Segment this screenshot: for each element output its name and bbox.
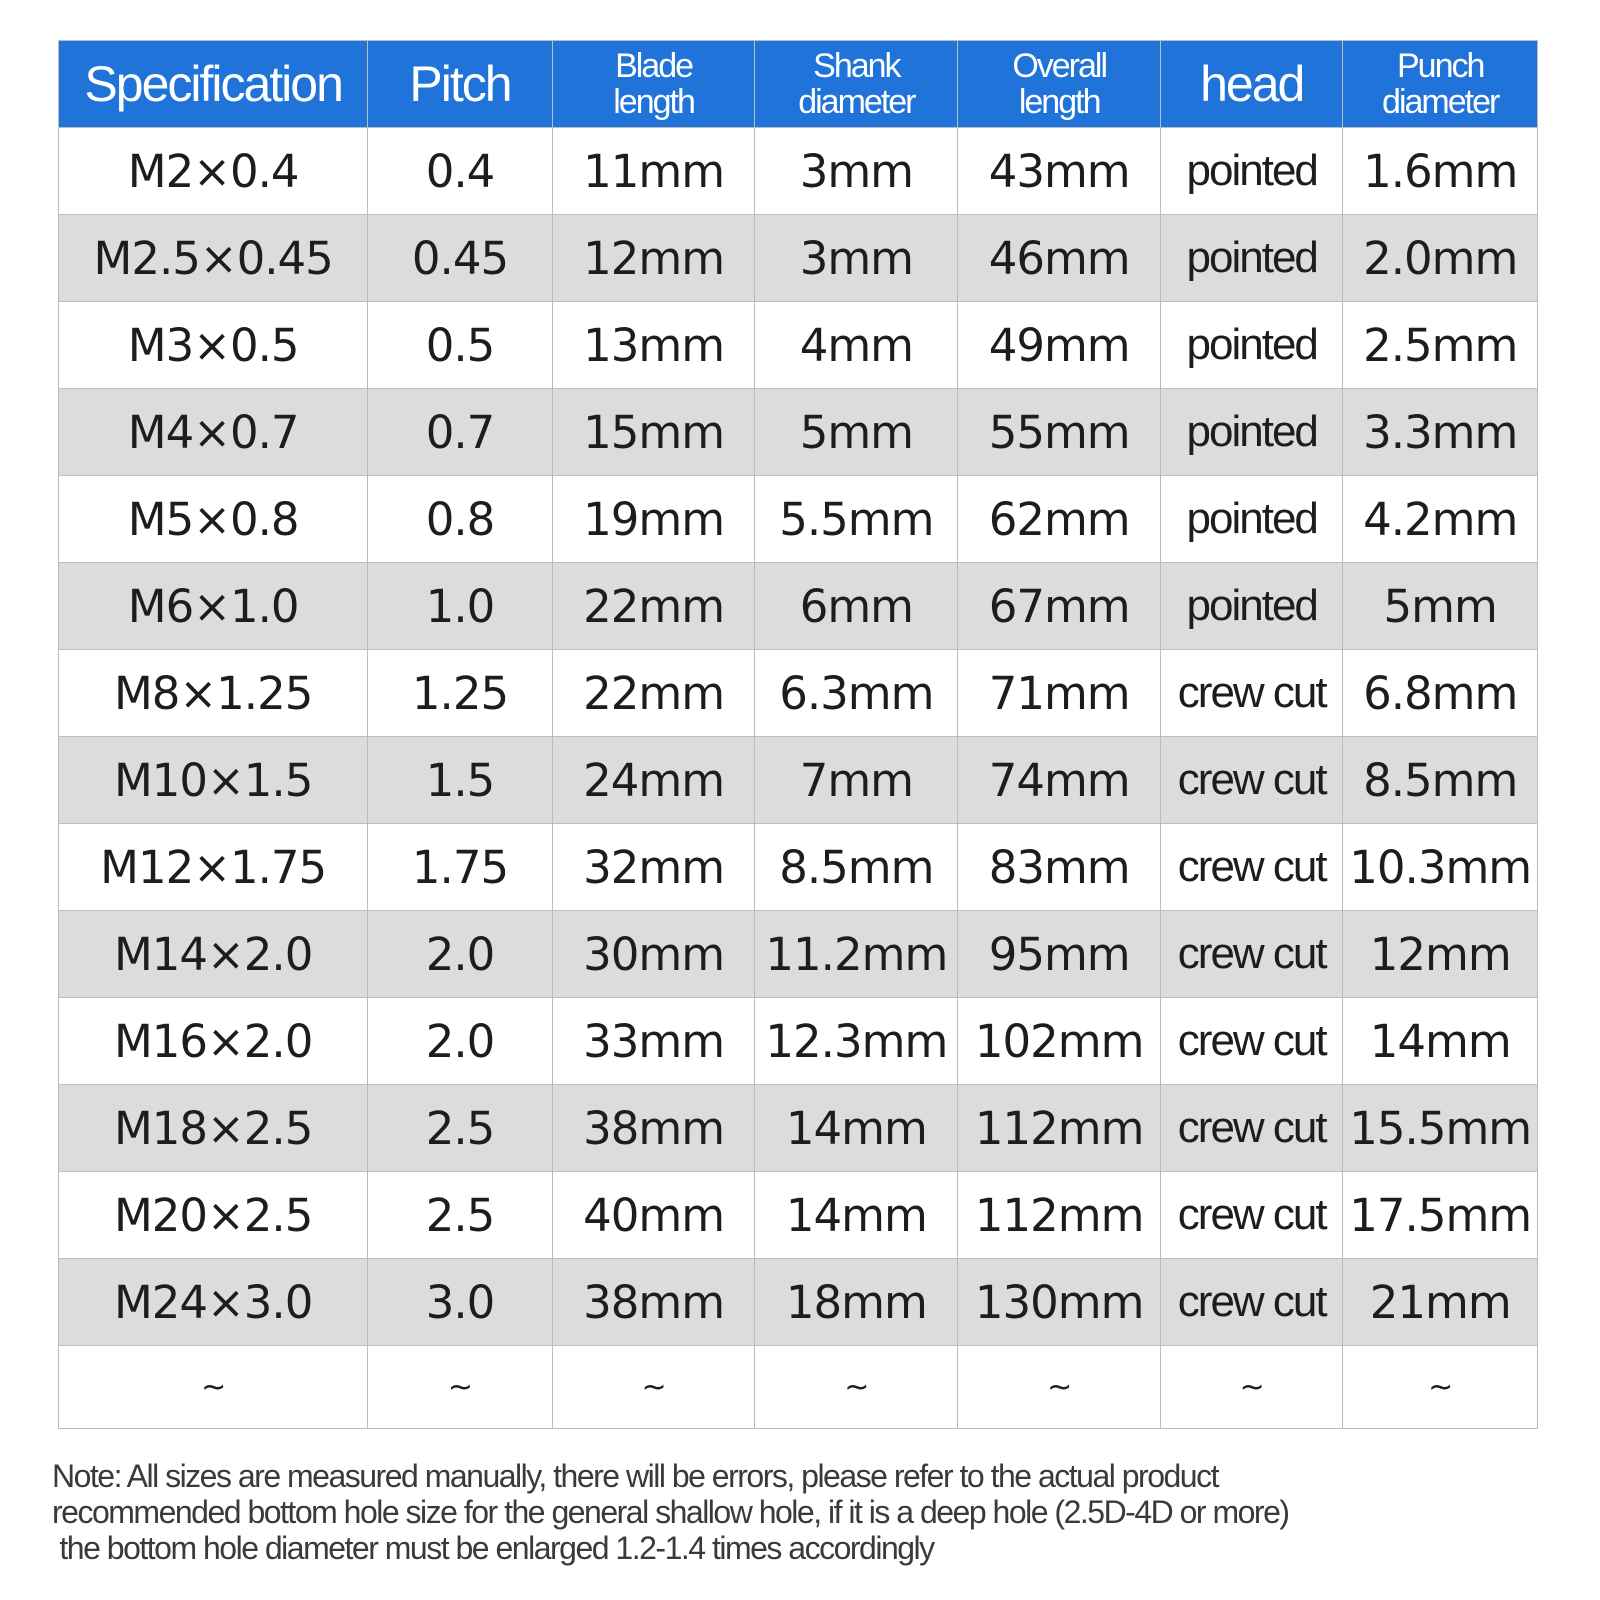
spec-table (58, 40, 1538, 1429)
footnote (52, 1458, 1572, 1566)
header-head (1161, 41, 1343, 128)
cell-shank-diameter: 6mm (755, 563, 958, 650)
cell-punch-diameter: 14mm (1343, 998, 1538, 1085)
cell-head: crew cut (1161, 650, 1343, 737)
header-shank-diameter-line1: Shank (813, 47, 900, 85)
table-header (59, 41, 1538, 128)
cell-overall-length: 67mm (958, 563, 1161, 650)
table-row (59, 1085, 1538, 1172)
cell-specification: M16×2.0 (59, 998, 368, 1085)
cell-shank-diameter: 5.5mm (755, 476, 958, 563)
cell-blade-length: 22mm (552, 563, 755, 650)
header-punch-diameter-line1: Punch (1396, 47, 1484, 85)
cell-specification: M12×1.75 (59, 824, 368, 911)
cell-specification: M5×0.8 (59, 476, 368, 563)
table-row (59, 563, 1538, 650)
cell-pitch: 0.7 (368, 389, 552, 476)
cell-specification: M2.5×0.45 (59, 215, 368, 302)
cell-head: pointed (1161, 128, 1343, 215)
cell-blade-length: 22mm (552, 650, 755, 737)
cell-overall-length: 95mm (958, 911, 1161, 998)
header-pitch-label: Pitch (409, 56, 511, 112)
cell-overall-length: 102mm (958, 998, 1161, 1085)
cell-head: pointed (1161, 476, 1343, 563)
cell-blade-length: 40mm (552, 1172, 755, 1259)
cell-shank-diameter: 5mm (755, 389, 958, 476)
cell-pitch: 0.45 (368, 215, 552, 302)
cell-shank-diameter: 12.3mm (755, 998, 958, 1085)
header-blade-length-line2: length (613, 83, 694, 121)
cell-punch-diameter: 3.3mm (1343, 389, 1538, 476)
cell-blade-length: 12mm (552, 215, 755, 302)
cell-blade-length: 33mm (552, 998, 755, 1085)
cell-specification: M2×0.4 (59, 128, 368, 215)
cell-punch-diameter: 5mm (1343, 563, 1538, 650)
cell-head: crew cut (1161, 1085, 1343, 1172)
cell-specification: M20×2.5 (59, 1172, 368, 1259)
cell-overall-length: 83mm (958, 824, 1161, 911)
header-blade-length (552, 41, 755, 128)
table-row (59, 998, 1538, 1085)
cell-pitch: 1.5 (368, 737, 552, 824)
cell-head: pointed (1161, 215, 1343, 302)
header-punch-diameter (1343, 41, 1538, 128)
table-row (59, 389, 1538, 476)
cell-pitch: 0.8 (368, 476, 552, 563)
cell-pitch: 1.75 (368, 824, 552, 911)
cell-specification: ~ (59, 1346, 368, 1429)
cell-shank-diameter: 18mm (755, 1259, 958, 1346)
table-row (59, 911, 1538, 998)
cell-pitch: 1.25 (368, 650, 552, 737)
header-overall-length-line2: length (1018, 83, 1100, 121)
table-row (59, 1172, 1538, 1259)
cell-blade-length: 32mm (552, 824, 755, 911)
cell-head: crew cut (1161, 911, 1343, 998)
cell-blade-length: 38mm (552, 1259, 755, 1346)
cell-shank-diameter: 14mm (755, 1172, 958, 1259)
table-row (59, 824, 1538, 911)
header-head-label: head (1200, 56, 1304, 112)
cell-head: crew cut (1161, 824, 1343, 911)
cell-head: pointed (1161, 389, 1343, 476)
cell-pitch: 0.5 (368, 302, 552, 389)
cell-shank-diameter: ~ (755, 1346, 958, 1429)
cell-shank-diameter: 3mm (755, 215, 958, 302)
header-overall-length (958, 41, 1161, 128)
cell-blade-length: 30mm (552, 911, 755, 998)
cell-overall-length: 130mm (958, 1259, 1161, 1346)
table-row-continuation (59, 1346, 1538, 1429)
header-shank-diameter-line2: diameter (798, 83, 915, 121)
cell-specification: M24×3.0 (59, 1259, 368, 1346)
cell-head: ~ (1161, 1346, 1343, 1429)
cell-blade-length: 24mm (552, 737, 755, 824)
table-row (59, 128, 1538, 215)
table-row (59, 650, 1538, 737)
cell-blade-length: 13mm (552, 302, 755, 389)
cell-specification: M8×1.25 (59, 650, 368, 737)
cell-overall-length: 112mm (958, 1085, 1161, 1172)
table-row (59, 215, 1538, 302)
cell-shank-diameter: 4mm (755, 302, 958, 389)
cell-overall-length: 46mm (958, 215, 1161, 302)
header-punch-diameter-line2: diameter (1382, 83, 1499, 121)
cell-specification: M3×0.5 (59, 302, 368, 389)
cell-overall-length: ~ (958, 1346, 1161, 1429)
footnote-line-1: Note: All sizes are measured manually, there will be errors, please refer to the actual product (52, 1458, 1218, 1494)
cell-overall-length: 43mm (958, 128, 1161, 215)
cell-pitch: 2.5 (368, 1172, 552, 1259)
header-blade-length-line1: Blade (615, 47, 693, 85)
cell-pitch: 1.0 (368, 563, 552, 650)
cell-head: crew cut (1161, 998, 1343, 1085)
header-shank-diameter (755, 41, 958, 128)
table-body (59, 128, 1538, 1429)
header-overall-length-line1: Overall (1012, 47, 1107, 85)
cell-head: crew cut (1161, 1259, 1343, 1346)
cell-blade-length: 19mm (552, 476, 755, 563)
footnote-line-3: the bottom hole diameter must be enlarged 1.2-1.4 times accordingly (52, 1530, 934, 1566)
cell-pitch: 2.0 (368, 998, 552, 1085)
cell-head: pointed (1161, 563, 1343, 650)
cell-punch-diameter: 8.5mm (1343, 737, 1538, 824)
cell-specification: M10×1.5 (59, 737, 368, 824)
table-row (59, 476, 1538, 563)
cell-punch-diameter: 17.5mm (1343, 1172, 1538, 1259)
cell-pitch: 2.5 (368, 1085, 552, 1172)
cell-punch-diameter: 6.8mm (1343, 650, 1538, 737)
table-row (59, 1259, 1538, 1346)
cell-blade-length: ~ (552, 1346, 755, 1429)
cell-shank-diameter: 11.2mm (755, 911, 958, 998)
cell-punch-diameter: 21mm (1343, 1259, 1538, 1346)
cell-punch-diameter: 1.6mm (1343, 128, 1538, 215)
table-row (59, 737, 1538, 824)
cell-shank-diameter: 6.3mm (755, 650, 958, 737)
cell-shank-diameter: 7mm (755, 737, 958, 824)
cell-specification: M6×1.0 (59, 563, 368, 650)
cell-overall-length: 49mm (958, 302, 1161, 389)
cell-overall-length: 74mm (958, 737, 1161, 824)
cell-overall-length: 112mm (958, 1172, 1161, 1259)
cell-punch-diameter: 4.2mm (1343, 476, 1538, 563)
cell-specification: M14×2.0 (59, 911, 368, 998)
cell-shank-diameter: 14mm (755, 1085, 958, 1172)
cell-punch-diameter: 2.0mm (1343, 215, 1538, 302)
cell-overall-length: 71mm (958, 650, 1161, 737)
cell-overall-length: 62mm (958, 476, 1161, 563)
cell-blade-length: 15mm (552, 389, 755, 476)
header-specification (59, 41, 368, 128)
header-row (59, 41, 1538, 128)
cell-specification: M18×2.5 (59, 1085, 368, 1172)
cell-pitch: 0.4 (368, 128, 552, 215)
cell-shank-diameter: 8.5mm (755, 824, 958, 911)
cell-specification: M4×0.7 (59, 389, 368, 476)
cell-head: crew cut (1161, 737, 1343, 824)
cell-punch-diameter: 15.5mm (1343, 1085, 1538, 1172)
cell-blade-length: 38mm (552, 1085, 755, 1172)
cell-pitch: 2.0 (368, 911, 552, 998)
cell-head: pointed (1161, 302, 1343, 389)
cell-overall-length: 55mm (958, 389, 1161, 476)
cell-punch-diameter: ~ (1343, 1346, 1538, 1429)
cell-pitch: ~ (368, 1346, 552, 1429)
cell-punch-diameter: 2.5mm (1343, 302, 1538, 389)
table-row (59, 302, 1538, 389)
cell-shank-diameter: 3mm (755, 128, 958, 215)
footnote-line-2: recommended bottom hole size for the general shallow hole, if it is a deep hole (2.5D-4D or more) (52, 1494, 1289, 1530)
cell-blade-length: 11mm (552, 128, 755, 215)
cell-head: crew cut (1161, 1172, 1343, 1259)
cell-punch-diameter: 10.3mm (1343, 824, 1538, 911)
cell-pitch: 3.0 (368, 1259, 552, 1346)
header-pitch (368, 41, 552, 128)
header-specification-label: Specification (84, 56, 342, 112)
cell-punch-diameter: 12mm (1343, 911, 1538, 998)
